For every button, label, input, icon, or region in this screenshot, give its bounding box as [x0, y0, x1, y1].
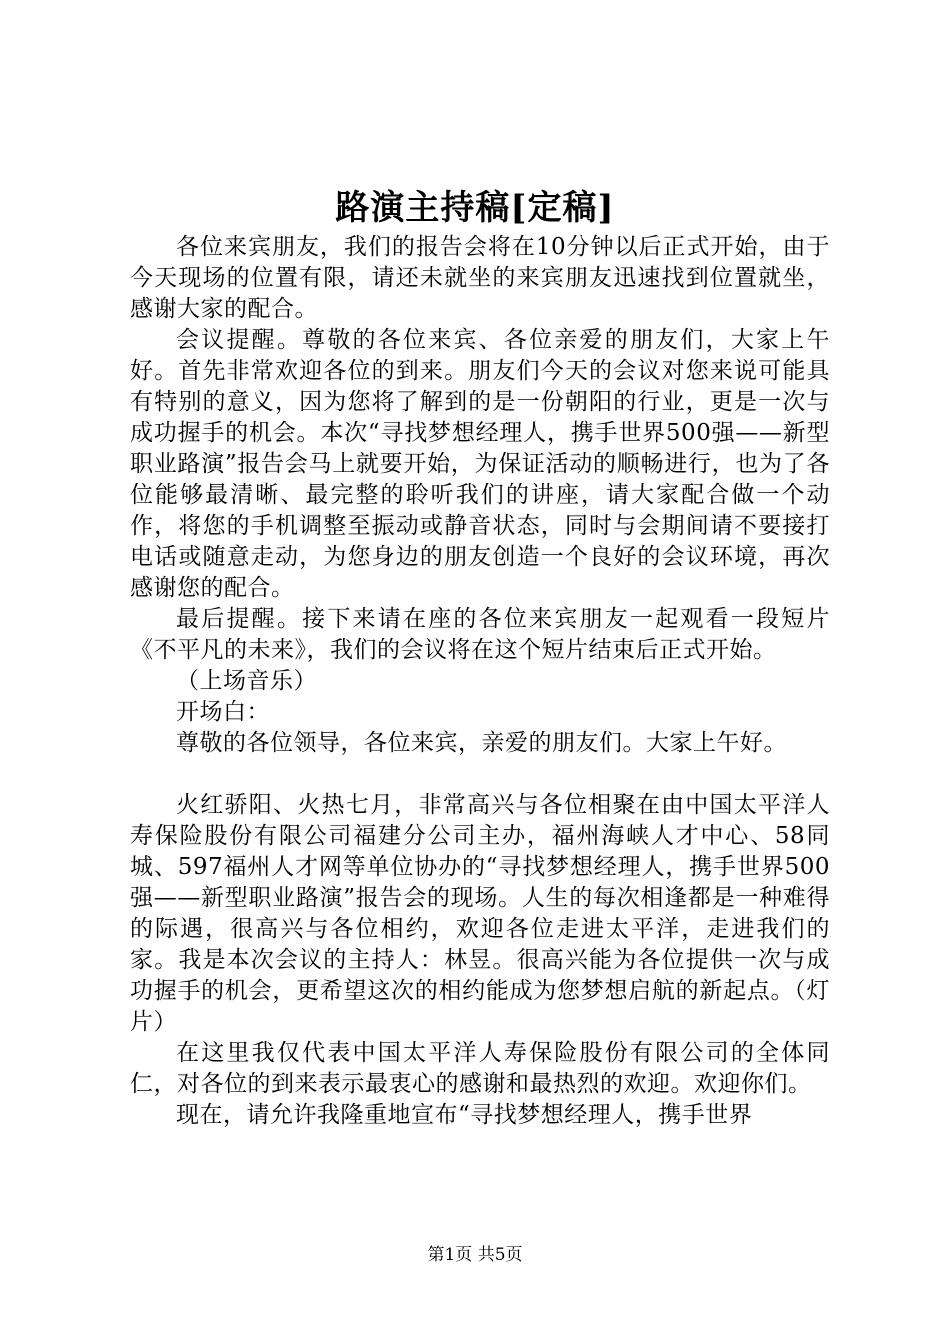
- paragraph-thanks: 在这里我仅代表中国太平洋人寿保险股份有限公司的全体同仁，对各位的到来表示最衷心的感谢和最热烈的欢迎。欢迎你们。: [130, 1040, 830, 1097]
- paragraph-welcome: 火红骄阳、火热七月，非常高兴与各位相聚在由中国太平洋人寿保险股份有限公司福建分公司主办，福州海峡人才中心、58同城、597福州人才网等单位协办的“寻找梦想经理人，携手世界500强——新型职业路演”报告会的现场。人生的每次相逢都是一种难得的际遇，很高兴与各位相约，欢迎各位走进太平洋，走进我们的家。我是本次会议的主持人：林昱。很高兴能为各位提供一次与成功握手的机会，更希望这次的相约能成为您梦想启航的新起点。（灯片）: [130, 792, 830, 1035]
- paragraph-final-reminder: 最后提醒。接下来请在座的各位来宾朋友一起观看一段短片《不平凡的未来》，我们的会议将在这个短片结束后正式开始。: [130, 606, 830, 663]
- paragraph-greeting: 尊敬的各位领导，各位来宾，亲爱的朋友们。大家上午好。: [176, 730, 787, 756]
- paragraph-music-cue: （上场音乐）: [176, 668, 317, 694]
- paragraph-opening-remarks-label: 开场白：: [176, 699, 270, 725]
- paragraph-announcement: 现在，请允许我隆重地宣布“寻找梦想经理人，携手世界: [176, 1102, 753, 1128]
- document-body: [130, 232, 830, 1131]
- blank-line: [130, 759, 830, 790]
- paragraph-meeting-reminder: 会议提醒。尊敬的各位来宾、各位亲爱的朋友们，大家上午好。首先非常欢迎各位的到来。朋友们今天的会议对您来说可能具有特别的意义，因为您将了解到的是一份朝阳的行业，更是一次与成功握手的机会。本次“寻找梦想经理人，携手世界500强——新型职业路演”报告会马上就要开始，为保证活动的顺畅进行，也为了各位能够最清晰、最完整的聆听我们的讲座，请大家配合做一个动作，将您的手机调整至振动或静音状态，同时与会期间请不要接打电话或随意走动，为您身边的朋友创造一个良好的会议环境，再次感谢您的配合。: [130, 327, 830, 601]
- page-number: 第1页 共5页: [427, 1245, 523, 1265]
- document-title: 路演主持稿[定稿]: [335, 188, 615, 228]
- paragraph-opening-notice: 各位来宾朋友，我们的报告会将在10分钟以后正式开始，由于今天现场的位置有限，请还未就坐的来宾朋友迅速找到位置就坐，感谢大家的配合。: [130, 234, 830, 322]
